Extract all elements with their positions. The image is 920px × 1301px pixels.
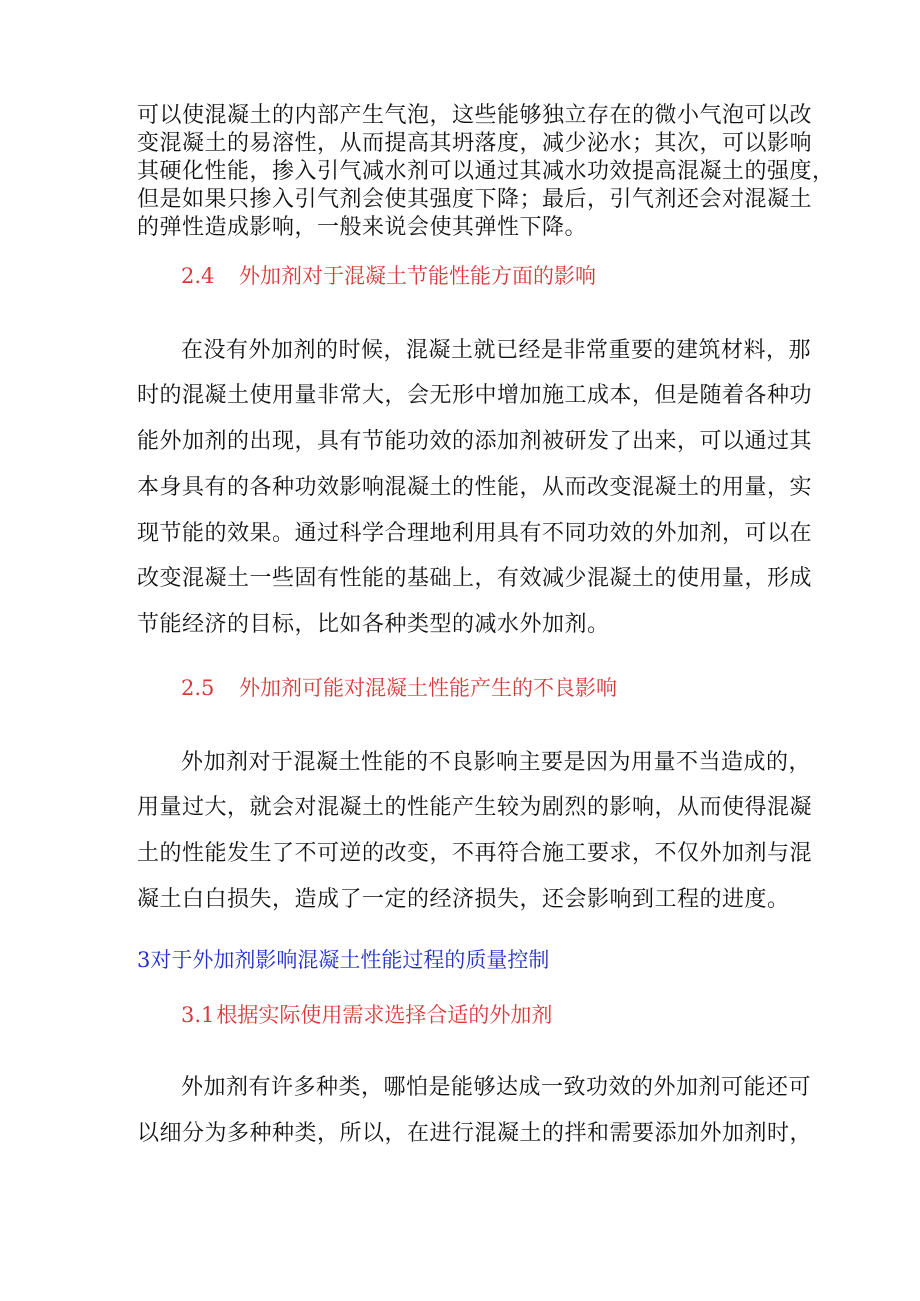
paragraph-line: 时的混凝土使用量非常大，会无形中增加施工成本，但是随着各种功 — [137, 383, 813, 408]
section-heading-3-1 — [181, 1001, 552, 1029]
paragraph-line: 土的性能发生了不可逆的改变，不再符合施工要求，不仅外加剂与混 — [137, 841, 813, 866]
paragraph-line: 变混凝土的易溶性，从而提高其坍落度，减少泌水；其次，可以影响 — [137, 131, 813, 156]
paragraph-line: 改变混凝土一些固有性能的基础上，有效减少混凝土的使用量，形成 — [137, 566, 813, 591]
section-heading-2-4 — [181, 262, 596, 290]
paragraph-line: 节能经济的目标，比如各种类型的减水外加剂。 — [137, 612, 610, 637]
section-heading-3: 3对于外加剂影响混凝土性能过程的质量控制 — [137, 948, 550, 972]
paragraph-line: 外加剂有许多种类，哪怕是能够达成一致功效的外加剂可能还可 — [181, 1075, 812, 1100]
section-number: 2.5 — [181, 676, 215, 700]
paragraph-line: 本身具有的各种功效影响混凝土的性能，从而改变混凝土的用量，实 — [137, 475, 813, 500]
section-title: 外加剂可能对混凝土性能产生的不良影响 — [239, 676, 617, 700]
paragraph-line: 外加剂对于混凝土性能的不良影响主要是因为用量不当造成的， — [181, 750, 812, 775]
paragraph-line: 可以使混凝土的内部产生气泡，这些能够独立存在的微小气泡可以改 — [137, 103, 813, 128]
paragraph-line: 但是如果只掺入引气剂会使其强度下降；最后，引气剂还会对混凝土 — [137, 187, 813, 212]
section-number: 2.4 — [181, 264, 215, 288]
paragraph-line: 用量过大，就会对混凝土的性能产生较为剧烈的影响，从而使得混凝 — [137, 795, 813, 820]
section-title: 根据实际使用需求选择合适的外加剂 — [216, 1003, 553, 1027]
paragraph-line: 凝土白白损失，造成了一定的经济损失，还会影响到工程的进度。 — [137, 887, 790, 912]
paragraph-line: 在没有外加剂的时候，混凝土就已经是非常重要的建筑材料，那 — [181, 338, 812, 363]
section-number: 3.1 — [181, 1003, 215, 1027]
paragraph-line: 其硬化性能，掺入引气减水剂可以通过其减水功效提高混凝土的强度， — [137, 159, 835, 184]
paragraph-line: 能外加剂的出现，具有节能功效的添加剂被研发了出来，可以通过其 — [137, 429, 813, 454]
section-heading-2-5 — [181, 674, 617, 702]
section-title: 外加剂对于混凝土节能性能方面的影响 — [239, 264, 596, 288]
paragraph-line: 以细分为多种种类，所以，在进行混凝土的拌和需要添加外加剂时， — [137, 1121, 813, 1146]
paragraph-line: 的弹性造成影响，一般来说会使其弹性下降。 — [137, 215, 588, 240]
paragraph-line: 现节能的效果。通过科学合理地利用具有不同功效的外加剂，可以在 — [137, 521, 813, 546]
